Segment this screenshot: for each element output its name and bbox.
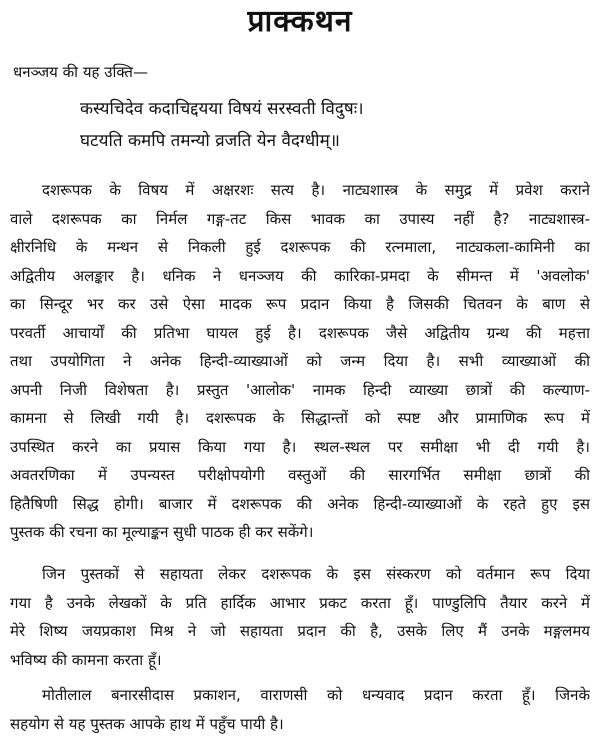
paragraph-line: का सिन्दूर भर कर उसे ऐसा मादक रूप प्रदान किया है जिसकी चितवन के बाण से — [10, 295, 590, 313]
paragraph-3 — [10, 681, 590, 738]
paragraph-line: अपनी निजी विशेषता है। प्रस्तुत 'आलोक' नामक हिन्दी व्याख्या छात्रों की कल्याण- — [10, 380, 590, 399]
paragraph-line: भविष्य की कामना करता हूँ। — [10, 650, 162, 669]
paragraph-line: तथा उपयोगिता ने अनेक हिन्दी-व्याख्याओं को जन्म दिया है। सभी व्याख्याओं की — [10, 352, 590, 370]
verse-line-1: कस्यचिदेव कदाचिद्दयया विषयं सरस्वती विदुषः। — [80, 99, 364, 119]
paragraph-line: सहयोग से यह पुस्तक आपके हाथ में पहुँच पायी है। — [10, 714, 284, 733]
page-title: प्राक्कथन — [247, 4, 353, 39]
paragraph-line: अवतरणिका में उपन्यस्त परीक्षोपयोगी वस्तुओं की सारगर्भित समीक्षा छात्रों की — [10, 466, 590, 484]
paragraph-line: गया है उनके लेखकों के प्रति हार्दिक आभार प्रकट करता हूँ। पाण्डुलिपि तैयार करने में — [10, 593, 590, 612]
paragraph-line: वाले दशरूपक का निर्मल गङ्ग-तट किस भावक का उपास्य नहीं है? नाट्यशास्त्र- — [10, 209, 590, 228]
paragraph-line: पुस्तक की रचना का मूल्याङ्कन सुधी पाठक ही कर सकेंगे। — [10, 523, 314, 541]
paragraph-line: हितैषिणी सिद्ध होगी। बाजार में दशरूपक की अनेक हिन्दी-व्याख्याओं के रहते हुए इस — [10, 494, 590, 513]
paragraph-line: कामना से लिखी गयी है। दशरूपक के सिद्धान्तों को स्पष्ट और प्रामाणिक रूप में — [10, 409, 590, 427]
verse-line-2: घटयति कमपि तमन्यो व्रजति येन वैदग्धीम्॥ — [80, 131, 340, 151]
paragraph-line: परवर्ती आचार्यों की प्रतिभा घायल हुई है। दशरूपक जैसे अद्वितीय ग्रन्थ की महत्ता — [10, 323, 590, 342]
paragraph-line: क्षीरनिधि के मन्थन से निकली हुई दशरूपक की रत्नमाला, नाट्यकला-कामिनी का — [10, 238, 590, 256]
paragraph-line: अद्वितीय अलङ्कार है। धनिक ने धनञ्जय की कारिका-प्रमदा के सीमन्त में 'अवलोक' — [10, 266, 590, 285]
paragraph-line: दशरूपक के विषय में अक्षरशः सत्य है। नाट्यशास्त्र के समुद्र में प्रवेश कराने — [42, 181, 590, 199]
paragraph-line: मेरे शिष्य जयप्रकाश मिश्र ने जो सहायता प्रदान की है, उसके लिए मैं उनके मङ्गलमय — [10, 622, 590, 640]
paragraph-1 — [10, 176, 590, 547]
paragraph-2 — [10, 560, 590, 674]
paragraph-line: मोतीलाल बनारसीदास प्रकाशन, वाराणसी को धन्यवाद प्रदान करता हूँ। जिनके — [42, 686, 590, 704]
intro-line: धनञ्जय की यह उक्ति— — [13, 63, 148, 81]
paragraph-line: उपस्थित करने का प्रयास किया गया है। स्थल-स्थल पर समीक्षा भी दी गयी है। — [10, 437, 590, 456]
paragraph-line: जिन पुस्तकों से सहायता लेकर दशरूपक के इस संस्करण को वर्तमान रूप दिया — [42, 565, 590, 583]
